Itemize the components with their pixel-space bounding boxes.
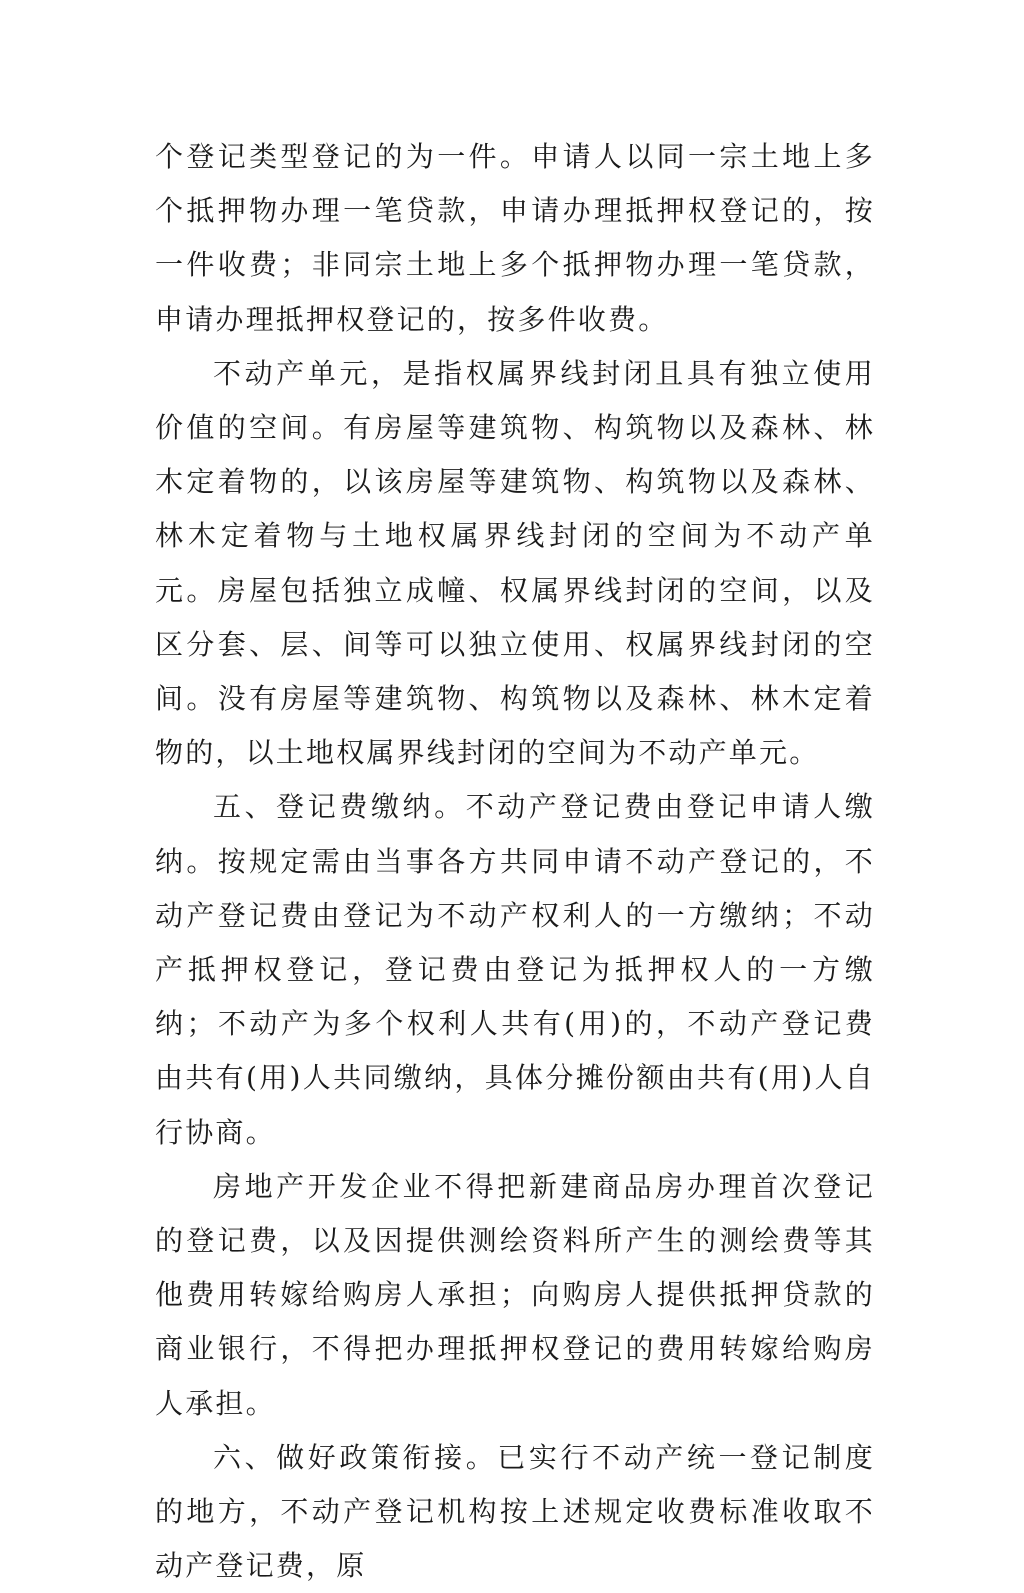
paragraph-real-estate-unit: 不动产单元，是指权属界线封闭且具有独立使用价值的空间。有房屋等建筑物、构筑物以及森林、林木定着物的，以该房屋等建筑物、构筑物以及森林、林木定着物与土地权属界线封闭的空间为不动产单元。房屋包括独立成幢、权属界线封闭的空间，以及区分套、层、间等可以独立使用、权属界线封闭的空间。没有房屋等建筑物、构筑物以及森林、林木定着物的，以土地权属界线封闭的空间为不动产单元。 <box>155 356 875 770</box>
paragraph-policy-transition: 六、做好政策衔接。已实行不动产统一登记制度的地方，不动产登记机构按上述规定收费标准收取不动产登记费，原 <box>155 1440 875 1583</box>
paragraph-continuation: 个登记类型登记的为一件。申请人以同一宗土地上多个抵押物办理一笔贷款，申请办理抵押权登记的，按一件收费；非同宗土地上多个抵押物办理一笔贷款，申请办理抵押权登记的，按多件收费。 <box>155 140 875 336</box>
paragraph-developer-rules: 房地产开发企业不得把新建商品房办理首次登记的登记费，以及因提供测绘资料所产生的测绘费等其他费用转嫁给购房人承担；向购房人提供抵押贷款的商业银行，不得把办理抵押权登记的费用转嫁给购房人承担。 <box>155 1169 875 1420</box>
document-body <box>155 130 875 1593</box>
paragraph-fee-payment: 五、登记费缴纳。不动产登记费由登记申请人缴纳。按规定需由当事各方共同申请不动产登记的，不动产登记费由登记为不动产权利人的一方缴纳；不动产抵押权登记，登记费由登记为抵押权人的一方缴纳；不动产为多个权利人共有(用)的，不动产登记费由共有(用)人共同缴纳，具体分摊份额由共有(用)人自行协商。 <box>155 790 875 1149</box>
